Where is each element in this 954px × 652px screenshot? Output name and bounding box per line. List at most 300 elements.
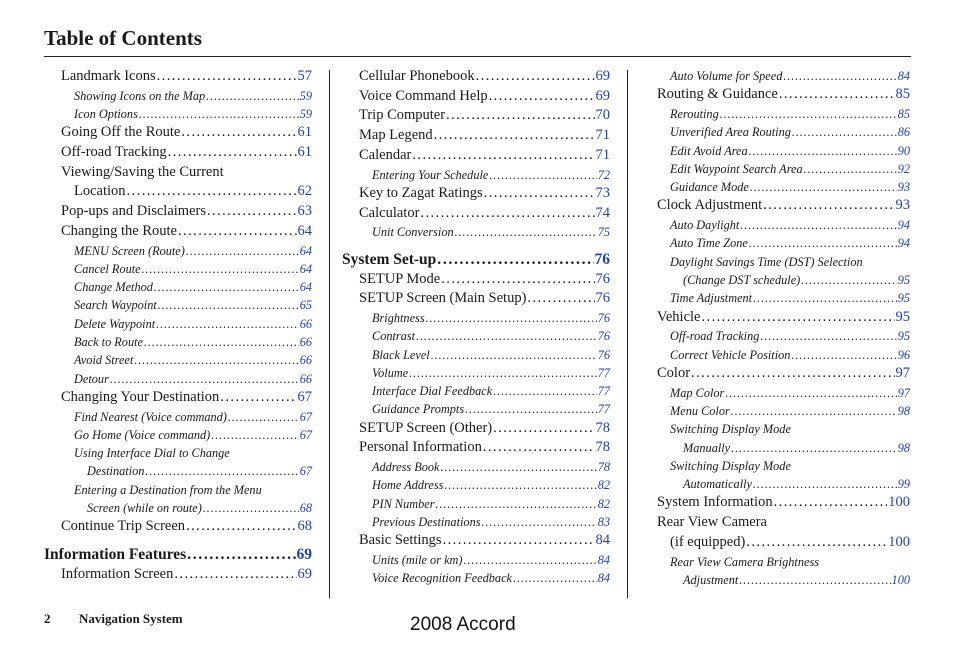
dot-leader (187, 544, 295, 565)
page-link[interactable]: 66 (299, 353, 312, 368)
toc-entry[interactable] (44, 143, 312, 163)
dot-leader (750, 178, 897, 196)
page-link[interactable]: 90 (897, 143, 910, 158)
toc-entry-label: Map Legend (359, 127, 433, 144)
page-link[interactable]: 59 (299, 88, 312, 103)
page-link[interactable]: 100 (888, 494, 910, 511)
toc-entry-label: SETUP Screen (Other) (359, 419, 493, 436)
toc-entry-label-line: Rear View Camera (657, 514, 767, 531)
toc-subentry[interactable] (640, 384, 910, 402)
toc-entry[interactable] (342, 67, 610, 87)
toc-subentry[interactable] (342, 166, 610, 184)
toc-subentry[interactable] (44, 296, 312, 314)
toc-entry-label: Trip Computer (359, 107, 446, 124)
dot-leader (725, 384, 896, 402)
page-link[interactable]: 68 (297, 518, 312, 535)
dot-leader (489, 87, 595, 107)
toc-entry-label: Auto Time Zone (670, 236, 748, 251)
page-link[interactable]: 71 (595, 146, 610, 163)
page-link[interactable]: 96 (897, 347, 910, 362)
vehicle-model: 2008 Accord (410, 614, 516, 635)
dot-leader (416, 327, 597, 345)
toc-subentry[interactable] (640, 105, 910, 123)
page-link[interactable]: 76 (594, 250, 610, 268)
page-link[interactable]: 93 (897, 180, 910, 195)
toc-entry[interactable] (342, 87, 610, 107)
dot-leader (476, 67, 595, 87)
toc-subentry[interactable] (342, 327, 610, 345)
toc-entry-label: Landmark Icons (61, 68, 156, 84)
toc-entry-label: Key to Zagat Ratings (359, 184, 483, 201)
page-link[interactable]: 73 (595, 184, 610, 201)
page-link[interactable]: 77 (597, 402, 610, 417)
page-link[interactable]: 69 (595, 87, 610, 104)
page-link[interactable]: 82 (597, 496, 610, 511)
page-link[interactable]: 69 (296, 546, 312, 564)
toc-entry[interactable] (342, 289, 610, 309)
toc-subentry[interactable] (640, 420, 910, 457)
dot-leader (186, 242, 299, 260)
page-link[interactable]: 69 (297, 566, 312, 583)
toc-entry-label: SETUP Screen (Main Setup) (359, 290, 527, 307)
toc-entry-label: Search Waypoint (74, 298, 157, 313)
toc-subentry[interactable] (342, 223, 610, 241)
page-link[interactable]: 67 (299, 464, 312, 479)
title-divider (44, 56, 911, 57)
toc-entry-label: Information Screen (61, 566, 174, 583)
toc-section[interactable] (342, 249, 610, 270)
toc-entry[interactable] (44, 163, 312, 202)
toc-entry[interactable] (640, 308, 910, 328)
book-title: Navigation System (79, 611, 183, 626)
dot-leader (746, 533, 887, 553)
toc-entry-label: MENU Screen (Route) (74, 243, 185, 258)
dot-leader (412, 146, 594, 166)
toc-entry-label: Vehicle (657, 308, 701, 325)
page-link[interactable]: 77 (597, 384, 610, 399)
toc-subentry[interactable] (342, 495, 610, 513)
toc-entry-label: Basic Settings (359, 532, 442, 549)
toc-subentry[interactable] (342, 513, 610, 531)
page-link[interactable]: 99 (897, 477, 910, 492)
toc-subentry[interactable] (640, 346, 910, 364)
dot-leader (142, 260, 299, 278)
page-link[interactable]: 78 (597, 460, 610, 475)
dot-leader (493, 382, 597, 400)
toc-subentry[interactable] (44, 481, 312, 518)
toc-entry-label: SETUP Mode (359, 270, 441, 287)
page-link[interactable]: 66 (299, 371, 312, 386)
page-link[interactable]: 85 (895, 86, 910, 103)
toc-entry-label: Find Nearest (Voice command) (74, 409, 227, 424)
dot-leader (420, 204, 594, 224)
column-divider (627, 70, 628, 598)
toc-entry-label: Units (mile or km) (372, 553, 463, 567)
dot-leader (168, 143, 297, 163)
toc-subentry[interactable] (640, 402, 910, 420)
dot-leader (513, 569, 597, 587)
dot-leader (174, 565, 296, 585)
toc-entry-label-line: Using Interface Dial to Change (74, 446, 230, 461)
toc-entry-label: Contrast (372, 329, 416, 344)
page-link[interactable]: 95 (897, 291, 910, 306)
dot-leader (731, 402, 897, 420)
page-link[interactable]: 57 (297, 68, 312, 84)
toc-entry[interactable] (44, 222, 312, 242)
toc-entry[interactable] (640, 493, 910, 513)
toc-entry[interactable] (342, 419, 610, 439)
dot-leader (691, 364, 894, 384)
toc-column-2 (342, 67, 610, 588)
toc-entry-label-line: Switching Display Mode (670, 458, 791, 473)
toc-column-3 (640, 67, 910, 589)
toc-subentry[interactable] (44, 242, 312, 260)
toc-entry-label: Back to Route (74, 335, 143, 349)
toc-entry-label: Menu Color (670, 403, 730, 418)
page-number: 2 (44, 611, 51, 626)
page-link[interactable]: 72 (597, 167, 610, 182)
page-link[interactable]: 64 (297, 222, 312, 239)
toc-subentry[interactable] (640, 178, 910, 196)
toc-column-1 (44, 67, 312, 585)
page-link[interactable]: 64 (299, 280, 312, 295)
page-link[interactable]: 94 (897, 218, 910, 233)
dot-leader (203, 499, 299, 517)
dot-leader (127, 182, 297, 202)
toc-entry-label: Voice Recognition Feedback (372, 571, 512, 586)
toc-entry-label: Going Off the Route (61, 124, 181, 141)
page-link[interactable]: 92 (897, 161, 910, 176)
toc-subentry[interactable] (44, 260, 312, 278)
toc-entry-label: Information Features (44, 546, 187, 564)
toc-entry[interactable] (342, 270, 610, 290)
page-link[interactable]: 78 (595, 419, 610, 436)
dot-leader (720, 105, 897, 123)
column-divider (329, 70, 330, 598)
page-link[interactable]: 93 (895, 197, 910, 214)
dot-leader (220, 388, 296, 408)
toc-entry-label: Clock Adjustment (657, 197, 763, 214)
page-link[interactable]: 85 (897, 107, 910, 121)
page-link[interactable]: 64 (299, 261, 312, 276)
page-link[interactable]: 67 (297, 388, 312, 405)
toc-subentry[interactable] (44, 315, 312, 333)
page-link[interactable]: 61 (297, 124, 312, 141)
toc-entry-label: Unit Conversion (372, 225, 454, 240)
toc-entry[interactable] (44, 388, 312, 408)
toc-entry-label: Correct Vehicle Position (670, 347, 791, 362)
toc-entry-label: Rerouting (670, 107, 719, 121)
dot-leader (801, 271, 896, 289)
toc-subentry[interactable] (44, 333, 312, 351)
toc-entry-label: Color (657, 364, 691, 381)
dot-leader (464, 551, 597, 569)
page-link[interactable]: 59 (299, 107, 312, 121)
dot-leader (791, 346, 896, 364)
page-link[interactable]: 76 (597, 347, 610, 362)
toc-subentry[interactable] (640, 142, 910, 160)
toc-entry-label: Entering Your Schedule (372, 167, 489, 182)
toc-entry-label: PIN Number (372, 496, 435, 511)
toc-entry-label-line: Switching Display Mode (670, 422, 791, 437)
dot-leader (484, 184, 595, 204)
toc-entry[interactable] (342, 126, 610, 146)
toc-entry-label-line: Daylight Savings Time (DST) Selection (670, 254, 863, 269)
toc-entry-label: Map Color (670, 385, 725, 400)
dot-leader (434, 126, 595, 146)
page-link[interactable]: 75 (597, 225, 610, 240)
toc-entry-label: Screen (while on route) (87, 501, 202, 516)
toc-subentry[interactable] (640, 289, 910, 307)
toc-entry[interactable] (44, 202, 312, 222)
page-link[interactable]: 71 (595, 127, 610, 144)
toc-subentry[interactable] (342, 400, 610, 418)
dot-leader (749, 234, 897, 252)
toc-subentry[interactable] (342, 569, 610, 587)
page-link[interactable]: 65 (299, 298, 312, 313)
page-link[interactable]: 100 (891, 572, 910, 587)
toc-entry-label: Time Adjustment (670, 291, 753, 306)
dot-leader (186, 517, 296, 537)
toc-subentry[interactable] (640, 216, 910, 234)
toc-entry-label: (if equipped) (670, 533, 746, 550)
toc-entry-label: Continue Trip Screen (61, 518, 186, 535)
toc-entry-label: Cancel Route (74, 261, 141, 276)
page-link[interactable]: 84 (597, 553, 610, 567)
page-link[interactable]: 67 (299, 427, 312, 442)
toc-subentry[interactable] (342, 458, 610, 476)
dot-leader (181, 123, 296, 143)
dot-leader (441, 270, 594, 290)
page-link[interactable]: 62 (297, 183, 312, 200)
toc-entry-label: Voice Command Help (359, 87, 488, 104)
toc-entry[interactable] (640, 513, 910, 552)
page-link[interactable]: 83 (597, 515, 610, 529)
toc-entry-label: Changing the Route (61, 222, 177, 239)
dot-leader (760, 327, 896, 345)
toc-entry-label: Manually (683, 440, 731, 455)
dot-leader (489, 166, 596, 184)
toc-entry-label: Calendar (359, 146, 412, 163)
toc-entry-label: Go Home (Voice command) (74, 427, 211, 442)
dot-leader (443, 531, 595, 551)
dot-leader (763, 196, 894, 216)
toc-entry-label: Pop-ups and Disclaimers (61, 203, 206, 220)
toc-subentry[interactable] (44, 87, 312, 105)
toc-subentry[interactable] (640, 160, 910, 178)
dot-leader (701, 308, 894, 328)
page-link[interactable]: 100 (888, 533, 910, 550)
toc-entry[interactable] (342, 531, 610, 551)
dot-leader (211, 426, 298, 444)
dot-leader (779, 85, 895, 105)
toc-entry-label: Brightness (372, 310, 425, 325)
toc-entry-label: System Information (657, 494, 773, 511)
dot-leader (792, 123, 897, 141)
toc-subentry[interactable] (342, 346, 610, 364)
toc-entry-label: Routing & Guidance (657, 86, 778, 103)
page-link[interactable]: 95 (895, 308, 910, 325)
page-link[interactable]: 97 (897, 385, 910, 400)
page-link[interactable]: 61 (297, 144, 312, 160)
toc-entry-label-line: Viewing/Saving the Current (61, 163, 224, 180)
dot-leader (455, 223, 597, 241)
toc-subentry[interactable] (342, 551, 610, 569)
toc-entry-label: Address Book (372, 460, 440, 475)
page-link[interactable]: 76 (597, 329, 610, 344)
toc-entry[interactable] (640, 364, 910, 384)
toc-entry-label: Interface Dial Feedback (372, 384, 493, 399)
page-link[interactable]: 68 (299, 501, 312, 516)
dot-leader (139, 105, 299, 123)
page-link[interactable]: 86 (897, 125, 910, 140)
toc-entry[interactable] (342, 146, 610, 166)
page-link[interactable]: 63 (297, 203, 312, 220)
toc-entry[interactable] (44, 67, 312, 87)
page-link[interactable]: 76 (595, 270, 610, 287)
toc-section[interactable] (44, 544, 312, 565)
toc-entry-label: Cellular Phonebook (359, 68, 475, 84)
dot-leader (206, 87, 299, 105)
page-link[interactable]: 67 (299, 409, 312, 424)
dot-leader (145, 462, 298, 480)
toc-entry-label: Edit Waypoint Search Area (670, 161, 803, 176)
page-link[interactable]: 94 (897, 236, 910, 251)
dot-leader (740, 216, 896, 234)
toc-entry-label-line: Rear View Camera Brightness (670, 554, 820, 569)
page-link[interactable]: 84 (595, 532, 610, 549)
toc-entry-label: Personal Information (359, 439, 482, 456)
dot-leader (774, 493, 888, 513)
dot-leader (436, 495, 597, 513)
toc-subentry[interactable] (640, 457, 910, 494)
page-link[interactable]: 84 (597, 571, 610, 586)
toc-entry[interactable] (44, 123, 312, 143)
toc-entry-label: Auto Volume for Speed (670, 69, 783, 83)
dot-leader (527, 289, 594, 309)
toc-entry-label: Change Method (74, 280, 153, 295)
toc-entry-label: Guidance Prompts (372, 402, 465, 417)
toc-subentry[interactable] (342, 364, 610, 382)
page-link[interactable]: 97 (895, 364, 910, 381)
dot-leader (228, 408, 299, 426)
toc-entry[interactable] (44, 517, 312, 537)
toc-entry-label: Unverified Area Routing (670, 125, 791, 140)
dot-leader (731, 439, 897, 457)
dot-leader (409, 364, 597, 382)
page-link[interactable]: 84 (897, 69, 910, 83)
toc-entry-label: Avoid Street (74, 353, 134, 368)
page-link[interactable]: 95 (897, 273, 910, 288)
toc-entry[interactable] (342, 106, 610, 126)
dot-leader (749, 142, 897, 160)
toc-entry[interactable] (342, 184, 610, 204)
dot-leader (783, 67, 896, 85)
page-link[interactable]: 95 (897, 329, 910, 344)
page-link[interactable]: 98 (897, 403, 910, 418)
dot-leader (753, 289, 897, 307)
toc-entry-label: System Set-up (342, 250, 437, 268)
dot-leader (154, 278, 299, 296)
page-link[interactable]: 66 (299, 335, 312, 349)
toc-entry-label: Black Level (372, 347, 430, 362)
toc-entry-label: Detour (74, 371, 109, 386)
toc-subentry[interactable] (342, 382, 610, 400)
toc-entry-label: Volume (372, 365, 409, 380)
toc-entry-label: Icon Options (74, 107, 138, 121)
toc-subentry[interactable] (342, 309, 610, 327)
toc-subentry[interactable] (640, 67, 910, 85)
toc-subentry[interactable] (44, 105, 312, 123)
toc-subentry[interactable] (640, 253, 910, 290)
dot-leader (437, 249, 593, 270)
page-link[interactable]: 98 (897, 440, 910, 455)
toc-entry-label: (Change DST schedule) (683, 273, 801, 288)
toc-subentry[interactable] (44, 426, 312, 444)
page-link[interactable]: 78 (595, 439, 610, 456)
toc-subentry[interactable] (640, 234, 910, 252)
dot-leader (493, 419, 594, 439)
toc-entry-label: Home Address (372, 478, 444, 493)
toc-subentry[interactable] (640, 327, 910, 345)
toc-entry-label: Changing Your Destination (61, 388, 220, 405)
toc-entry[interactable] (640, 196, 910, 216)
page-link[interactable]: 66 (299, 316, 312, 331)
toc-entry-label: Off-road Tracking (670, 329, 760, 344)
dot-leader (144, 333, 299, 351)
dot-leader (178, 222, 297, 242)
toc-subentry[interactable] (44, 351, 312, 369)
toc-entry-label: Off-road Tracking (61, 144, 167, 160)
toc-entry[interactable] (640, 85, 910, 105)
page-link[interactable]: 74 (595, 204, 610, 221)
toc-subentry[interactable] (640, 123, 910, 141)
dot-leader (156, 315, 299, 333)
page-link[interactable]: 64 (299, 243, 312, 258)
page-link[interactable]: 69 (595, 68, 610, 84)
toc-subentry[interactable] (44, 444, 312, 481)
dot-leader (446, 106, 594, 126)
toc-entry-label: Showing Icons on the Map (74, 88, 206, 103)
toc-subentry[interactable] (44, 408, 312, 426)
toc-entry-label: Location (74, 183, 126, 200)
dot-leader (134, 351, 298, 369)
page-link[interactable]: 77 (597, 365, 610, 380)
toc-entry[interactable] (342, 204, 610, 224)
toc-entry[interactable] (342, 438, 610, 458)
toc-entry[interactable] (44, 565, 312, 585)
toc-subentry[interactable] (44, 370, 312, 388)
dot-leader (465, 400, 597, 418)
toc-entry-label: Delete Waypoint (74, 316, 156, 331)
toc-entry-label: Auto Daylight (670, 218, 740, 233)
toc-subentry[interactable] (342, 476, 610, 494)
dot-leader (753, 475, 897, 493)
toc-entry-label: Previous Destinations (372, 515, 481, 529)
dot-leader (426, 309, 597, 327)
toc-subentry[interactable] (640, 553, 910, 590)
page-link[interactable]: 76 (597, 310, 610, 325)
dot-leader (157, 67, 297, 87)
dot-leader (110, 370, 299, 388)
page-link[interactable]: 76 (595, 290, 610, 307)
toc-subentry[interactable] (44, 278, 312, 296)
page-link[interactable]: 82 (597, 478, 610, 493)
toc-entry-label: Calculator (359, 204, 420, 221)
page-link[interactable]: 70 (595, 107, 610, 124)
dot-leader (482, 513, 597, 531)
dot-leader (441, 458, 597, 476)
